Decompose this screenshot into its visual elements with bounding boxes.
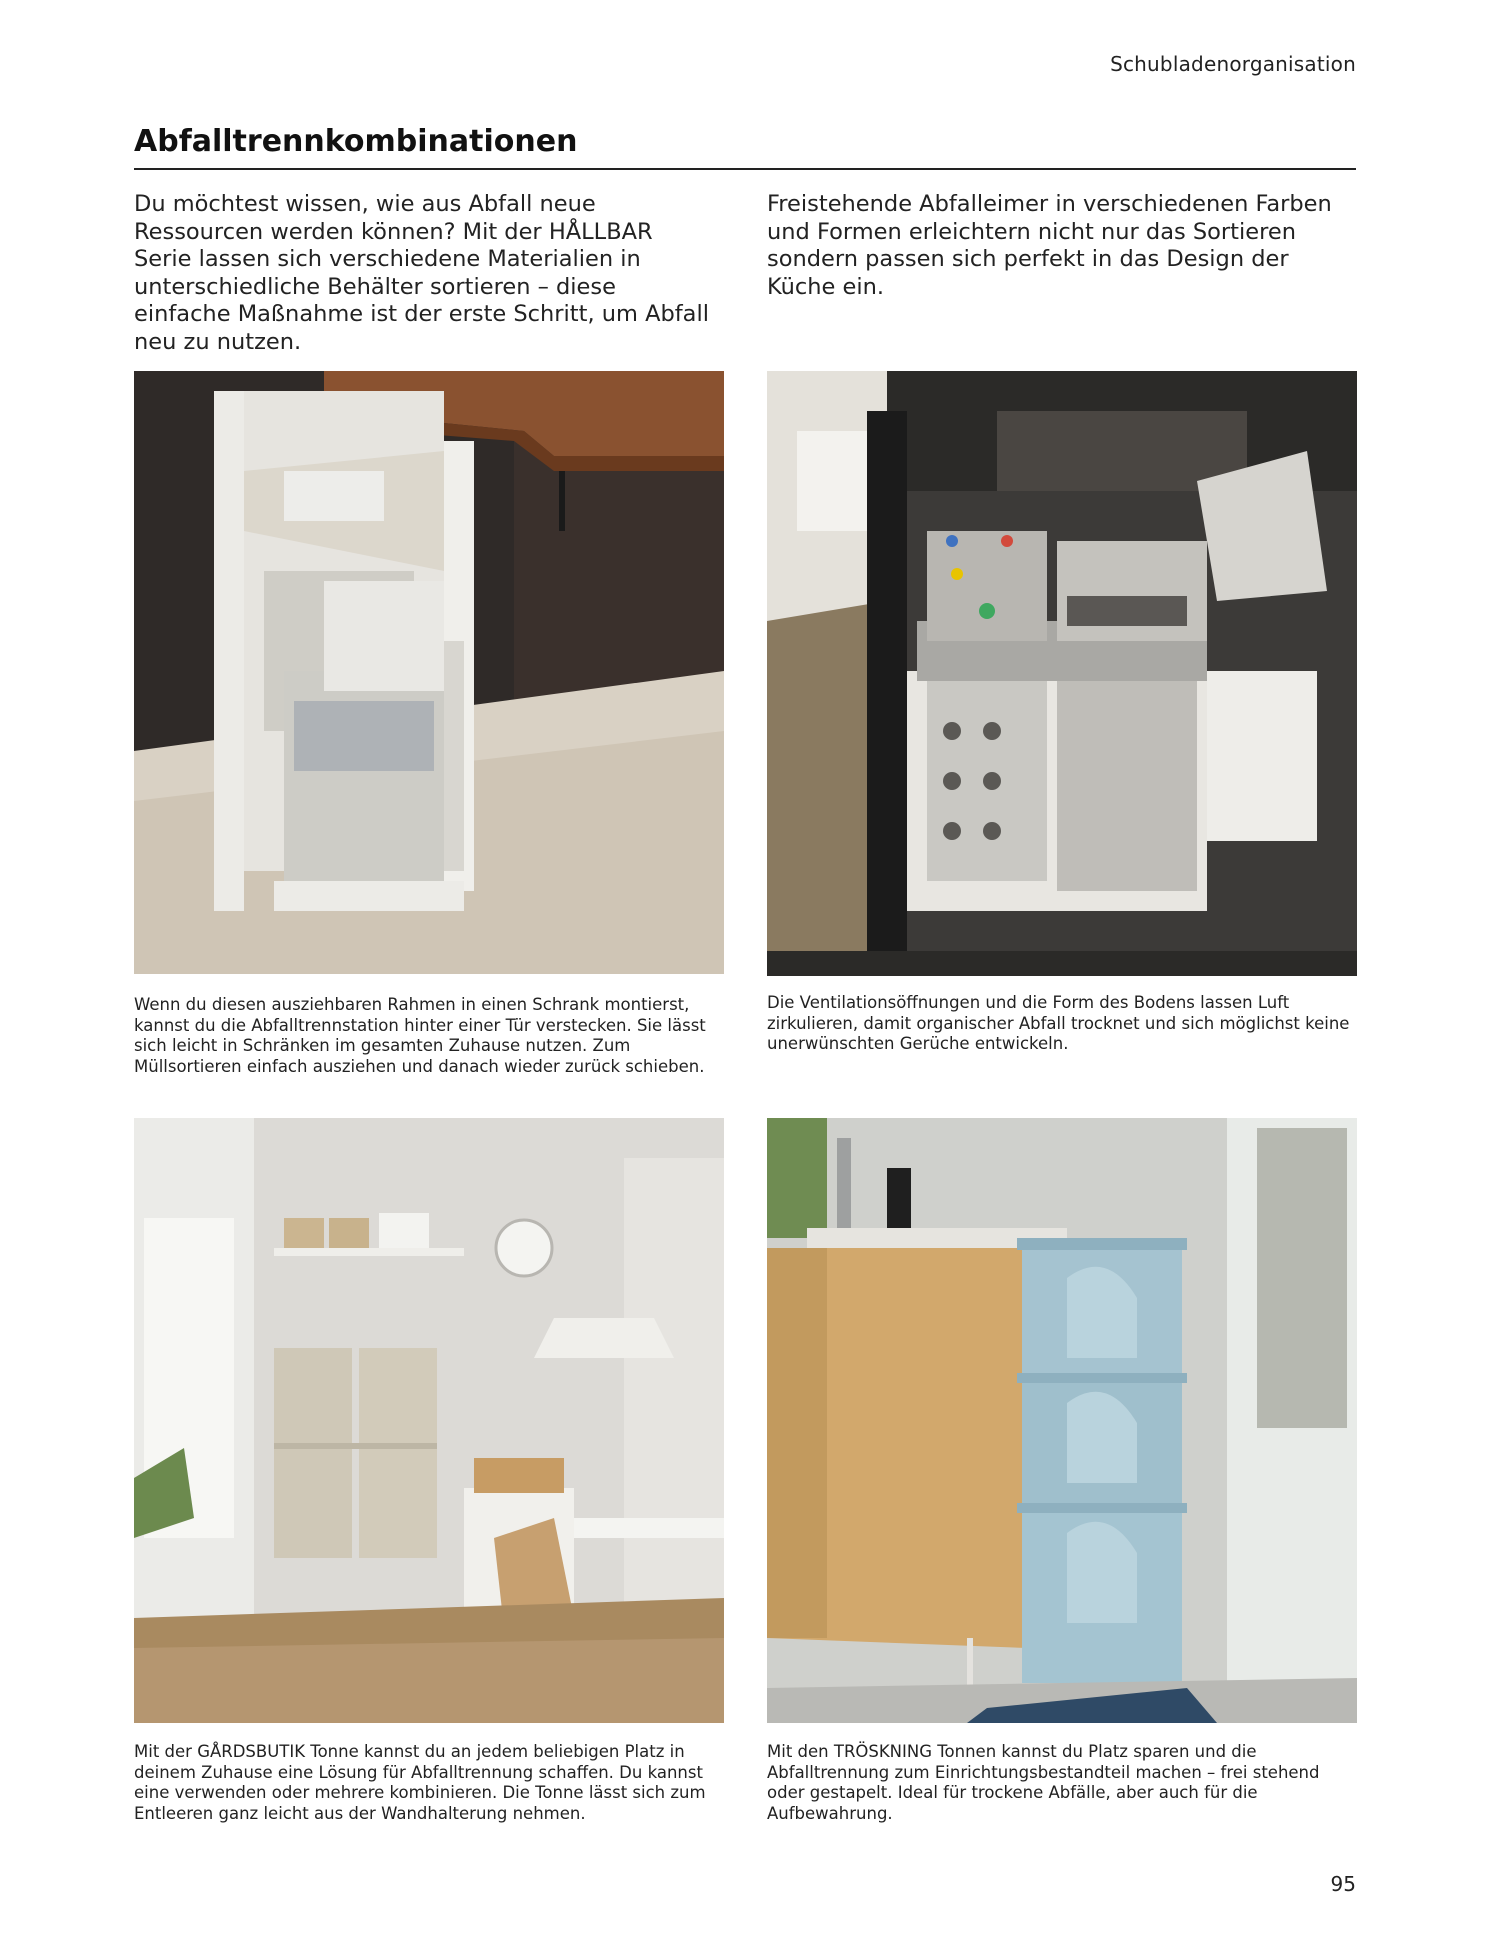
page-number: 95 <box>1330 1872 1356 1896</box>
intro-paragraph-left: Du möchtest wissen, wie aus Abfall neue Ressourcen werden können? Mit der HÅLLBAR Serie lassen sich verschiedene Materialien in unterschiedliche Behälter sortieren – diese einfache Maßnahme ist der erste Schritt, um Abfall neu zu nutzen. <box>134 191 709 355</box>
photo-pullout-waste-frame <box>134 371 724 974</box>
section-label: Schubladenorganisation <box>1110 52 1356 76</box>
photo-ventilated-bins-drawer <box>767 371 1357 976</box>
photo-wall-mounted-bins <box>134 1118 724 1723</box>
caption-gardsbutik-bins: Mit der GÅRDSBUTIK Tonne kannst du an jedem beliebigen Platz in deinem Zuhause eine Lösung für Abfalltrennung schaffen. Du kannst eine verwenden oder mehrere kombinieren. Die Tonne lässt sich zum Entleeren ganz leicht aus der Wandhalterung nehmen. <box>134 1742 706 1823</box>
page-title: Abfalltrennkombinationen <box>134 124 578 159</box>
photo-stacked-bins <box>767 1118 1357 1723</box>
caption-pullout-waste-frame: Wenn du diesen ausziehbaren Rahmen in einen Schrank montierst, kannst du die Abfalltrennstation hinter einer Tür verstecken. Sie lässt sich leicht in Schränken im gesamten Zuhause nutzen. Zum Müllsortieren einfach ausziehen und danach wieder zurück schieben. <box>134 995 706 1076</box>
intro-paragraph-right: Freistehende Abfalleimer in verschiedenen Farben und Formen erleichtern nicht nur das Sortieren sondern passen sich perfekt in das Design der Küche ein. <box>767 191 1332 300</box>
caption-ventilated-bins: Die Ventilationsöffnungen und die Form des Bodens lassen Luft zirkulieren, damit organischer Abfall trocknet und sich möglichst keine unerwünschten Gerüche entwickeln. <box>767 993 1350 1053</box>
caption-troskning-bins: Mit den TRÖSKNING Tonnen kannst du Platz sparen und die Abfalltrennung zum Einrichtungsbestandteil machen – frei stehend oder gestapelt. Ideal für trockene Abfälle, aber auch für die Aufbewahrung. <box>767 1742 1320 1823</box>
title-divider <box>134 168 1356 170</box>
